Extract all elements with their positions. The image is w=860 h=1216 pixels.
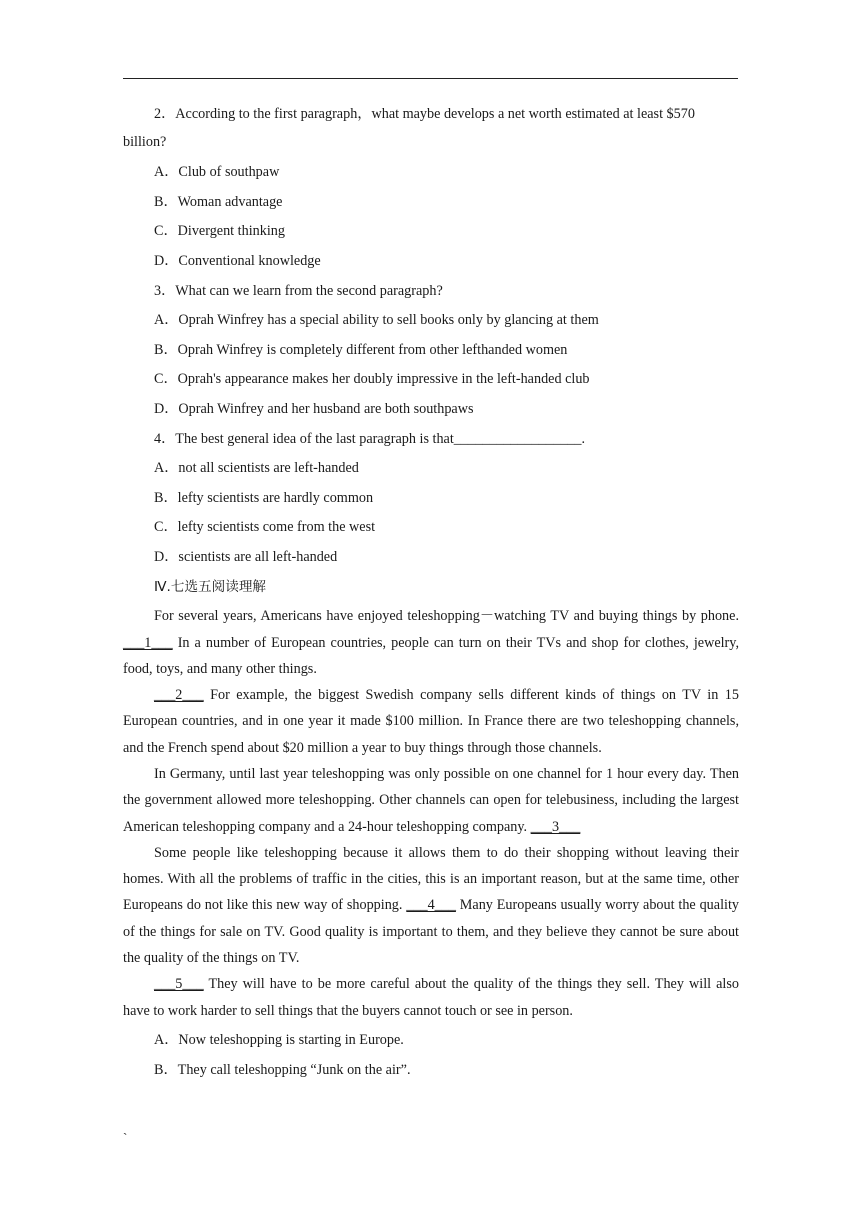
page-content: [123, 100, 739, 1086]
passage-paragraph-2: [123, 682, 739, 761]
answer-option-a: A．Now teleshopping is starting in Europe.: [154, 1031, 404, 1048]
q3-option-b: B．Oprah Winfrey is completely different from other lefthanded women: [154, 341, 568, 358]
blank-1: ___1___: [123, 634, 173, 651]
p3-text: In Germany, until last year teleshopping was only possible on one channel for 1 hour every day. Then the government allowed more teleshopping. Other channels can open for telebusiness, including the largest American teleshopping company and a 24-hour teleshopping company.: [123, 765, 739, 835]
q4-option-c: C．lefty scientists come from the west: [154, 519, 376, 536]
q2-option-a: A．Club of southpaw: [154, 164, 280, 181]
p1-text-b: In a number of European countries, people can turn on their TVs and shop for clothes, jewelry, food, toys, and many other things.: [123, 634, 739, 677]
q3-option-d: D．Oprah Winfrey and her husband are both southpaws: [154, 401, 474, 418]
header-rule: [123, 78, 738, 79]
q4-option-a: A．not all scientists are left-handed: [154, 460, 359, 477]
p1-text-a: For several years, Americans have enjoyed teleshopping－watching TV and buying things by phone.: [154, 608, 739, 625]
blank-2: ___2___: [154, 687, 204, 704]
p4-text-b: Many Europeans usually worry about the quality of the things for sale on TV. Good quality is important to them, and they believe they cannot be sure about the quality of the things on TV.: [123, 897, 739, 967]
section-title: Ⅳ.七选五阅读理解: [154, 578, 267, 595]
q4-stem-blank: __________________: [453, 430, 582, 447]
q2-option-c: C．Divergent thinking: [154, 223, 285, 240]
blank-3: ___3___: [530, 818, 581, 835]
q2-option-d: D．Conventional knowledge: [154, 253, 321, 270]
passage-paragraph-4: [123, 840, 739, 971]
footer-mark: `: [123, 1130, 128, 1145]
question-3-stem: 3．What can we learn from the second paragraph?: [154, 282, 443, 299]
q4-option-b: B．lefty scientists are hardly common: [154, 489, 374, 506]
blank-5: ___5___: [154, 976, 204, 993]
q2-option-b: B．Woman advantage: [154, 193, 283, 210]
p2-text: For example, the biggest Swedish company sells different kinds of things on TV in 15 European countries, and in one year it made $100 million. In France there are two teleshopping channels, and the French spend about $20 million a year to buy things through those channels.: [123, 687, 739, 756]
q4-stem-prefix: 4．The best general idea of the last paragraph is that: [154, 430, 454, 447]
question-4-stem: [123, 426, 739, 452]
passage-paragraph-1: [123, 603, 739, 682]
passage-paragraph-3: [123, 761, 739, 840]
q3-option-a: A．Oprah Winfrey has a special ability to sell books only by glancing at them: [154, 312, 599, 329]
p5-text: They will have to be more careful about the quality of the things they sell. They will also have to work harder to sell things that the buyers cannot touch or see in person.: [123, 976, 739, 1019]
q3-option-c: C．Oprah's appearance makes her doubly impressive in the left-handed club: [154, 371, 590, 388]
q4-option-d: D．scientists are all left-handed: [154, 549, 338, 566]
p4-text-a: Some people like teleshopping because it allows them to do their shopping without leaving their homes. With all the problems of traffic in the cities, this is an important reason, but at the same time, other Europeans do not like this new way of shopping.: [123, 844, 739, 914]
answer-option-b: B．They call teleshopping “Junk on the air”.: [154, 1061, 411, 1078]
passage-paragraph-5: [123, 971, 739, 1024]
blank-4: ___4___: [406, 897, 456, 914]
q4-stem-suffix: .: [581, 430, 586, 447]
question-2-stem: 2．According to the first paragraph，what maybe develops a net worth estimated at least $570 billion?: [123, 106, 695, 150]
